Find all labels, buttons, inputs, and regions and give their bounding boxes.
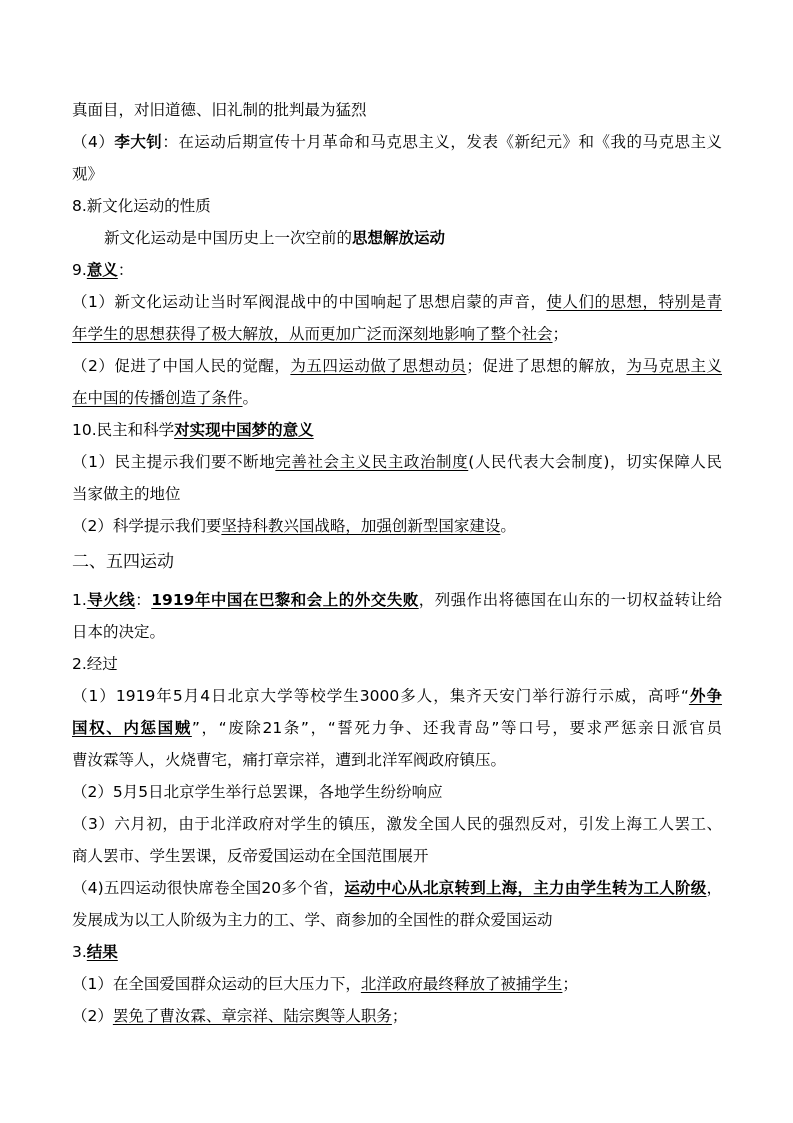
text-line: 新文化运动是中国历史上一次空前的思想解放运动 xyxy=(104,229,446,247)
text-line: （3）六月初，由于北洋政府对学生的镇压，激发全国人民的强烈反对，引发上海工人罢工、 xyxy=(72,815,722,833)
text-line: （2）促进了中国人民的觉醒，为五四运动做了思想动员；促进了思想的解放，为马克思主义 xyxy=(72,357,722,375)
text-line: 日本的决定。 xyxy=(72,623,166,641)
text-line: （2）罢免了曹汝霖、章宗祥、陆宗舆等人职务； xyxy=(72,1007,408,1025)
text-line: （1）民主提示我们要不断地完善社会主义民主政治制度(人民代表大会制度)，切实保障人民 xyxy=(72,453,722,471)
text-line: 在中国的传播创造了条件。 xyxy=(72,389,259,407)
chapter-heading: 二、五四运动 xyxy=(72,552,174,572)
section-heading: 10.民主和科学对实现中国梦的意义 xyxy=(72,421,314,439)
text-line: 国权、内惩国贼”，“废除21条”，“誓死力争、还我青岛”等口号，要求严惩亲日派官员 xyxy=(72,719,722,737)
text-line: （1）1919年5月4日北京大学等校学生3000多人，集齐天安门举行游行示威，高呼“外争 xyxy=(72,687,722,705)
text-line: （4）李大钊：在运动后期宣传十月革命和马克思主义，发表《新纪元》和《我的马克思主义 xyxy=(72,133,722,151)
text-line: （1）新文化运动让当时军阀混战中的中国响起了思想启蒙的声音，使人们的思想，特别是青 xyxy=(72,293,722,311)
section-heading: 2.经过 xyxy=(72,655,118,673)
text-line: 商人罢市、学生罢课，反帝爱国运动在全国范围展开 xyxy=(72,847,429,865)
text-line: 真面目，对旧道德、旧礼制的批判最为猛烈 xyxy=(72,101,367,119)
text-line: （2）5月5日北京学生举行总罢课，各地学生纷纷响应 xyxy=(72,783,443,801)
text-line: 1.导火线：1919年中国在巴黎和会上的外交失败，列强作出将德国在山东的一切权益转让给 xyxy=(72,591,722,609)
text-line: 曹汝霖等人，火烧曹宅，痛打章宗祥，遭到北洋军阀政府镇压。 xyxy=(72,751,507,769)
text-line: 观》 xyxy=(72,165,104,183)
text-line: （1）在全国爱国群众运动的巨大压力下，北洋政府最终释放了被捕学生； xyxy=(72,975,578,993)
text-line: 发展成为以工人阶级为主力的工、学、商参加的全国性的群众爱国运动 xyxy=(72,911,553,929)
section-heading: 9.意义： xyxy=(72,261,134,279)
section-heading: 8.新文化运动的性质 xyxy=(72,197,211,215)
text-line: （4)五四运动很快席卷全国20多个省，运动中心从北京转到上海，主力由学生转为工人阶级， xyxy=(72,879,722,897)
text-line: 当家做主的地位 xyxy=(72,485,181,503)
section-heading: 3.结果 xyxy=(72,943,118,961)
text-line: 年学生的思想获得了极大解放，从而更加广泛而深刻地影响了整个社会； xyxy=(72,325,569,343)
text-line: （2）科学提示我们要坚持科教兴国战略，加强创新型国家建设。 xyxy=(72,517,516,535)
